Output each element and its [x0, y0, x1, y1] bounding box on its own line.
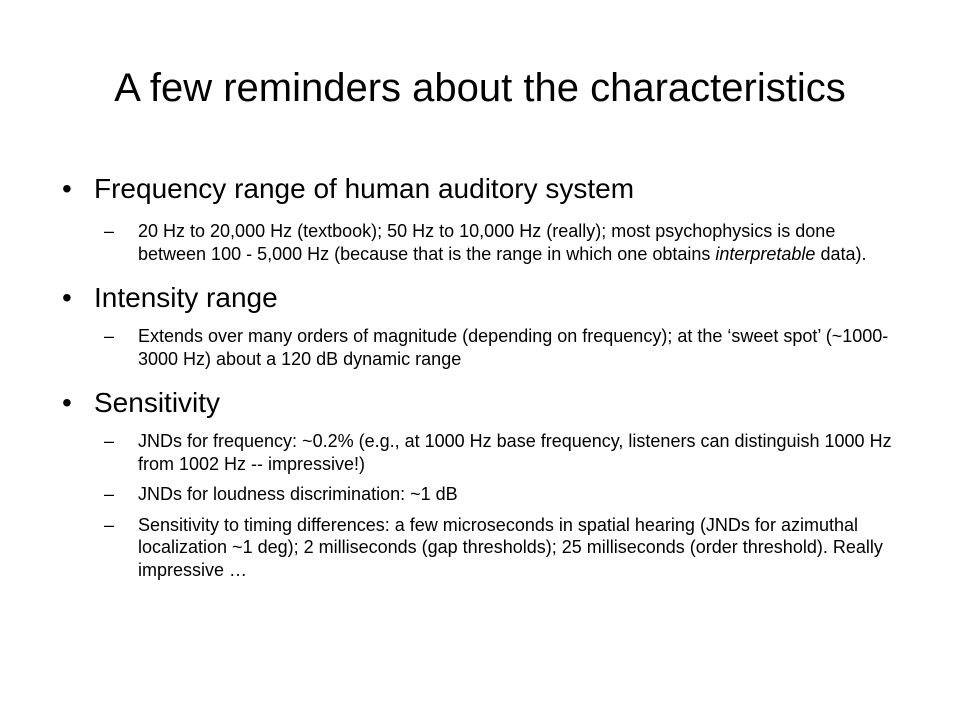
sub-point-text: JNDs for frequency: ~0.2% (e.g., at 1000 Hz base frequency, listeners can distinguish 1000 Hz from 1002 Hz -- impressive!) — [138, 431, 892, 474]
bullet-heading: Sensitivity — [94, 387, 221, 418]
bullet-heading: Intensity range — [94, 282, 278, 313]
sub-point-text: Sensitivity to timing differences: a few microseconds in spatial hearing (JNDs for azimuthal localization ~1 deg); 2 milliseconds (gap thresholds); 25 milliseconds (order threshold). Really impressive … — [138, 514, 883, 580]
slide-title: A few reminders about the characteristics — [114, 66, 846, 110]
bullet-item — [62, 279, 892, 317]
bullet-item — [62, 384, 892, 422]
sub-point — [104, 325, 892, 370]
dash-mark: – — [104, 431, 115, 451]
sub-point — [104, 220, 892, 265]
bullet-mark: • — [62, 387, 72, 418]
sub-point — [104, 430, 892, 475]
sub-point-text-before: 20 Hz to 20,000 Hz (textbook); 50 Hz to 10,000 Hz (really); most psychophysics is done between 100 - 5,000 Hz (because that is the range in which one obtains — [138, 221, 836, 264]
bullet-item — [62, 170, 892, 208]
sub-point-text — [138, 220, 892, 265]
slide-content — [62, 170, 892, 595]
dash-mark: – — [104, 221, 115, 241]
sub-point-text: JNDs for loudness discrimination: ~1 dB — [138, 484, 458, 504]
bullet-heading: Frequency range of human auditory system — [94, 173, 635, 204]
sub-point — [104, 483, 892, 506]
dash-mark: – — [104, 326, 115, 346]
sub-point — [104, 514, 892, 582]
section-frequency-range — [62, 170, 892, 265]
sub-point-text-after: data). — [815, 243, 867, 264]
bullet-mark: • — [62, 173, 72, 204]
section-intensity-range — [62, 279, 892, 370]
section-sensitivity — [62, 384, 892, 581]
sub-point-text: Extends over many orders of magnitude (depending on frequency); at the ‘sweet spot’ (~1000-3000 Hz) about a 120 dB dynamic range — [138, 326, 889, 369]
sub-point-emphasis: interpretable — [715, 243, 816, 264]
dash-mark: – — [104, 514, 115, 535]
dash-mark: – — [104, 484, 115, 504]
bullet-mark: • — [62, 282, 72, 313]
